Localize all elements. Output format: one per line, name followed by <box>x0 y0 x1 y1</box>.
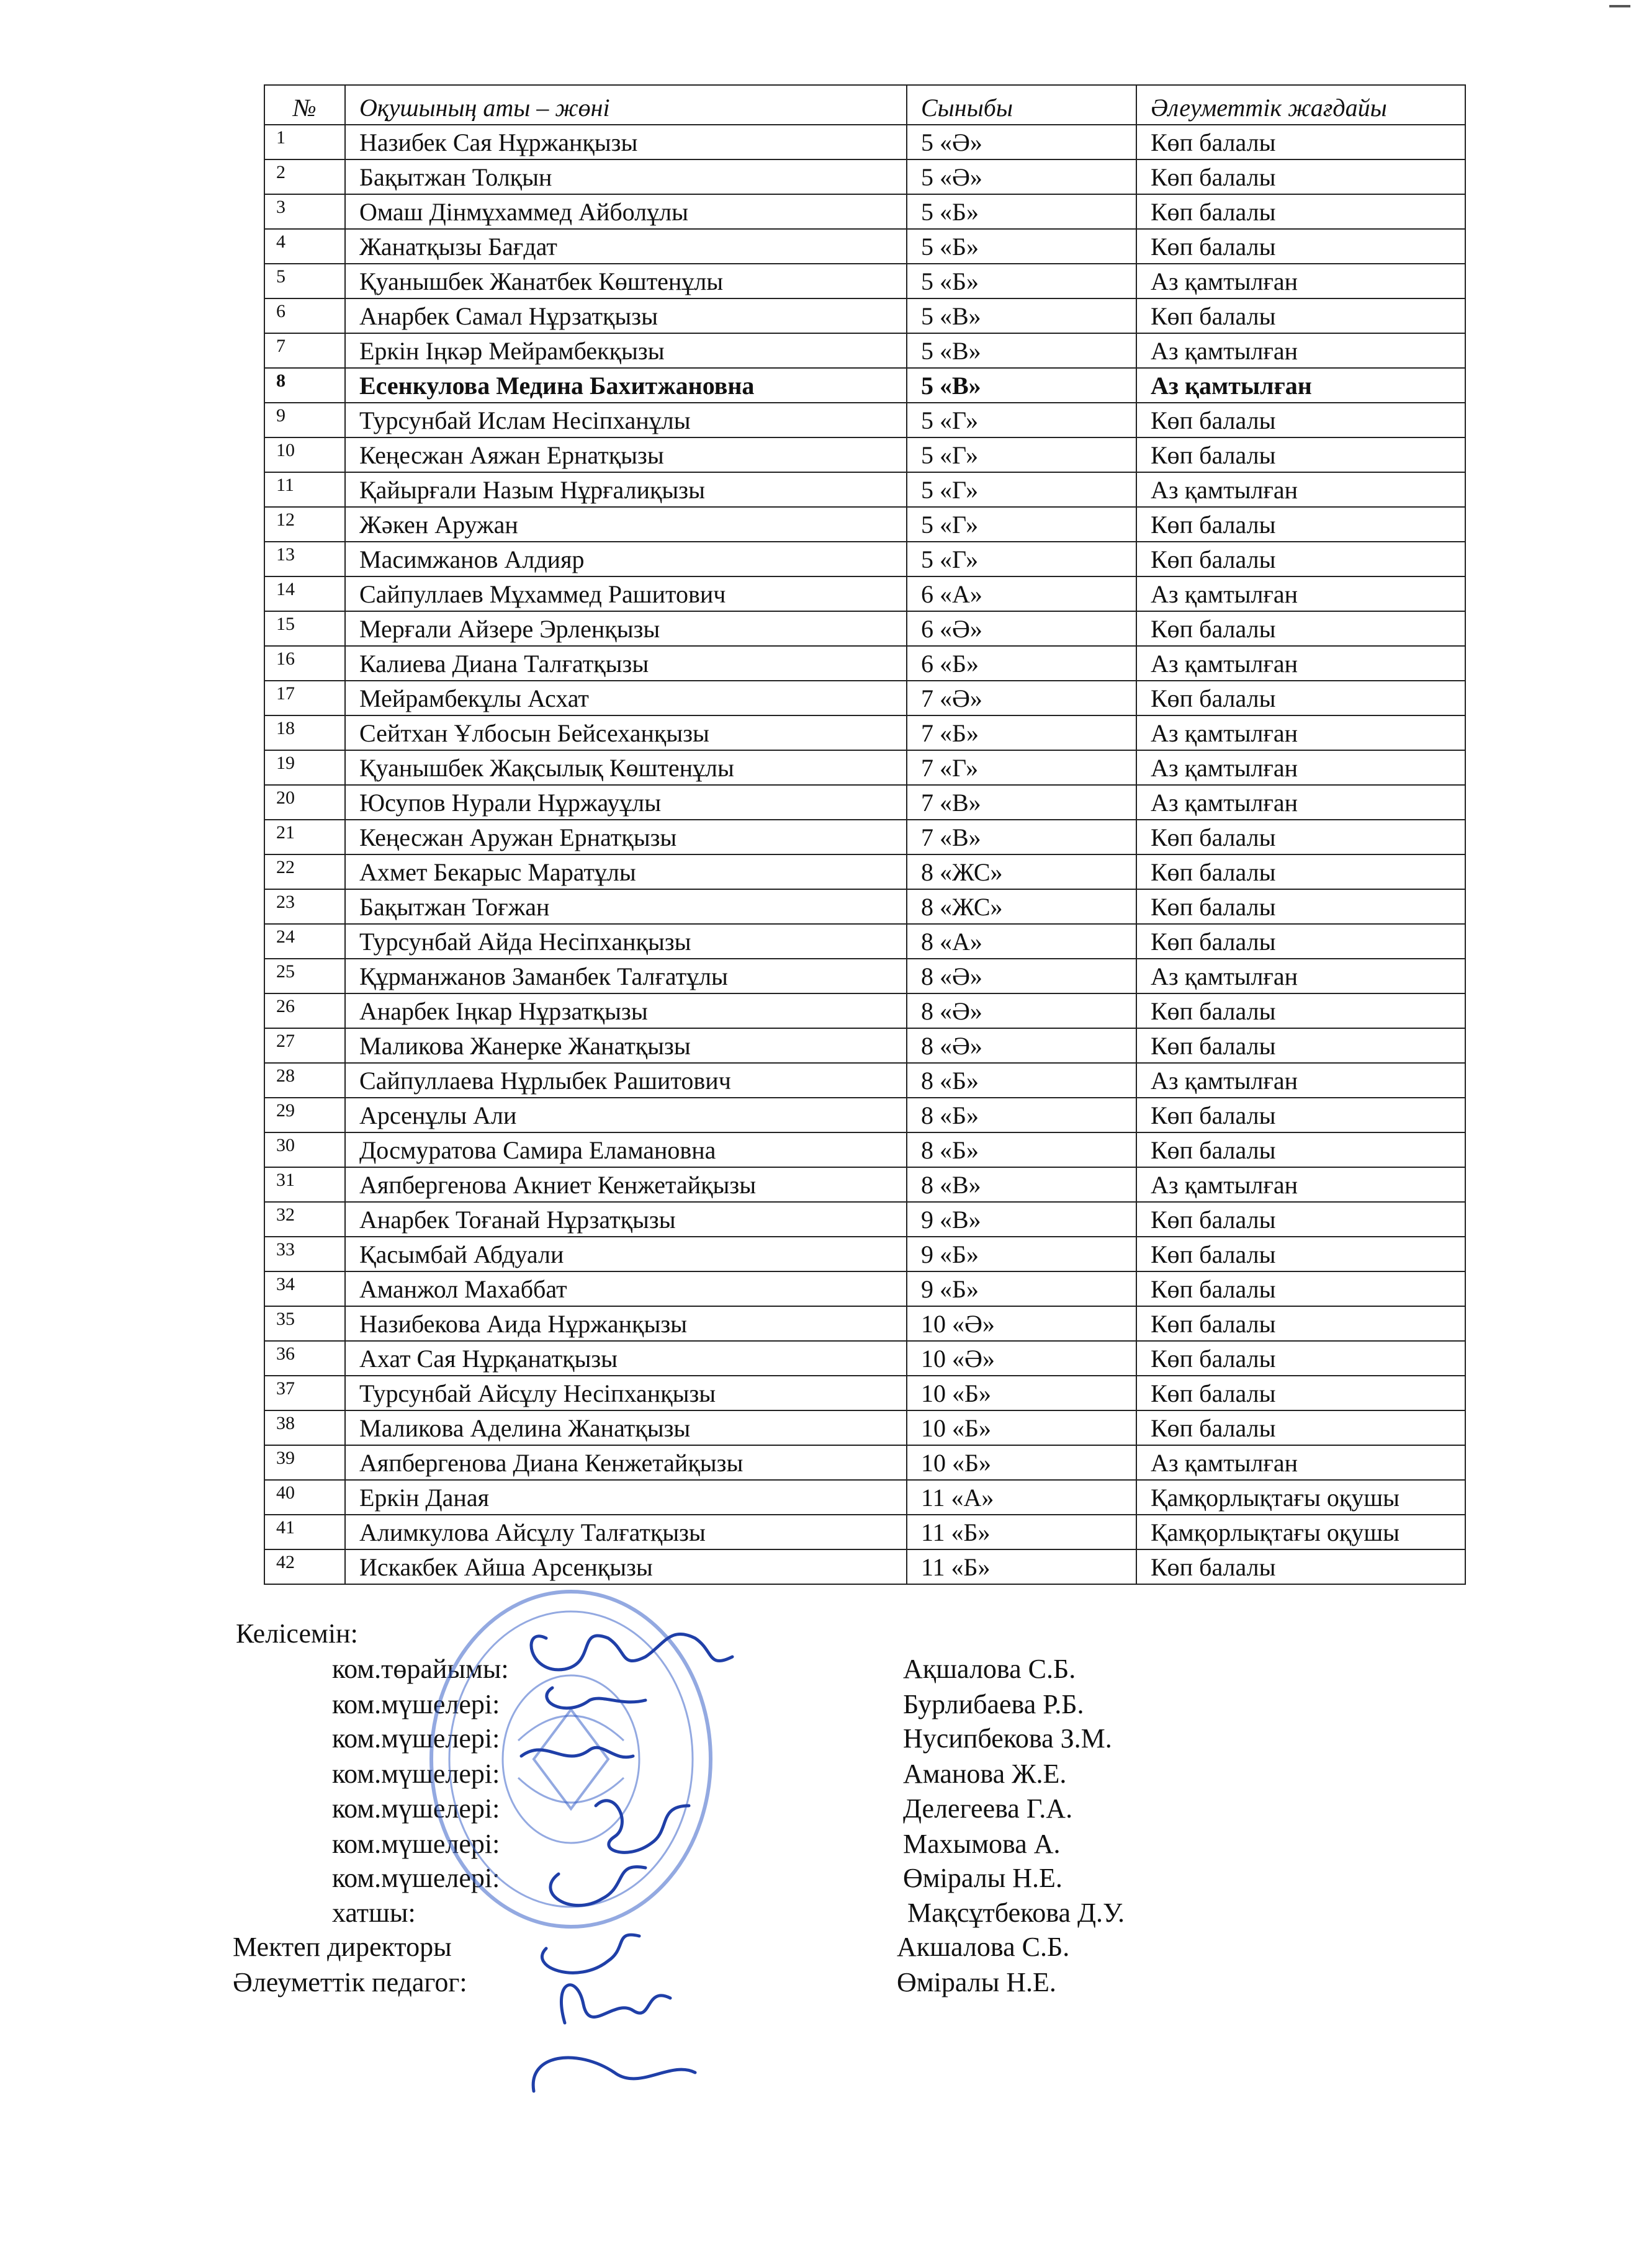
student-class: 5 «Б» <box>907 229 1136 264</box>
student-name: Искакбек Айша Арсенқызы <box>345 1549 907 1584</box>
student-name: Омаш Дінмұхаммед Айболұлы <box>345 194 907 229</box>
student-class: 5 «В» <box>907 298 1136 333</box>
student-class: 5 «В» <box>907 333 1136 368</box>
student-class: 9 «В» <box>907 1202 1136 1237</box>
student-name: Есенкулова Медина Бахитжановна <box>345 368 907 403</box>
table-row <box>264 333 1465 368</box>
row-number: 17 <box>264 681 345 715</box>
student-name: Сайпуллаева Нұрлыбек Рашитович <box>345 1063 907 1098</box>
student-class: 5 «Б» <box>907 194 1136 229</box>
committee-role: хатшы: <box>332 1898 416 1928</box>
student-class: 8 «ЖС» <box>907 889 1136 924</box>
social-status: Көп балалы <box>1136 681 1465 715</box>
student-name: Арсенұлы Али <box>345 1098 907 1132</box>
student-class: 5 «Ә» <box>907 159 1136 194</box>
row-number: 2 <box>264 159 345 194</box>
table-row <box>264 785 1465 820</box>
social-status: Көп балалы <box>1136 1306 1465 1341</box>
committee-role: ком.мүшелері: <box>332 1723 500 1754</box>
social-status: Көп балалы <box>1136 542 1465 576</box>
table-row <box>264 264 1465 298</box>
committee-member-name: Бурлибаева Р.Б. <box>903 1689 1084 1719</box>
student-class: 8 «В» <box>907 1167 1136 1202</box>
student-name: Ахат Сая Нұрқанатқызы <box>345 1341 907 1376</box>
student-name: Қасымбай Абдуали <box>345 1237 907 1271</box>
student-name: Маликова Жанерке Жанатқызы <box>345 1028 907 1063</box>
social-status: Көп балалы <box>1136 993 1465 1028</box>
student-class: 8 «ЖС» <box>907 854 1136 889</box>
director-role: Мектеп директоры <box>233 1932 452 1962</box>
row-number: 25 <box>264 959 345 993</box>
row-number: 15 <box>264 611 345 646</box>
table-row <box>264 1376 1465 1410</box>
social-status: Көп балалы <box>1136 889 1465 924</box>
student-class: 5 «Г» <box>907 437 1136 472</box>
social-status: Көп балалы <box>1136 1549 1465 1584</box>
row-number: 41 <box>264 1515 345 1549</box>
row-number: 33 <box>264 1237 345 1271</box>
student-name: Қуанышбек Жақсылық Көштенұлы <box>345 750 907 785</box>
social-status: Аз қамтылған <box>1136 750 1465 785</box>
social-status: Көп балалы <box>1136 1410 1465 1445</box>
row-number: 8 <box>264 368 345 403</box>
table-row <box>264 1445 1465 1480</box>
social-status: Аз қамтылған <box>1136 646 1465 681</box>
student-class: 5 «В» <box>907 368 1136 403</box>
table-row <box>264 576 1465 611</box>
committee-role: ком.мүшелері: <box>332 1829 500 1859</box>
table-row <box>264 159 1465 194</box>
table-row <box>264 298 1465 333</box>
social-status: Көп балалы <box>1136 125 1465 159</box>
student-name: Жанатқызы Бағдат <box>345 229 907 264</box>
social-status: Көп балалы <box>1136 437 1465 472</box>
student-name: Анарбек Самал Нұрзатқызы <box>345 298 907 333</box>
student-class: 5 «Г» <box>907 507 1136 542</box>
social-status: Көп балалы <box>1136 924 1465 959</box>
row-number: 28 <box>264 1063 345 1098</box>
row-number: 5 <box>264 264 345 298</box>
social-status: Аз қамтылған <box>1136 368 1465 403</box>
student-name: Турсунбай Ислам Несіпханұлы <box>345 403 907 437</box>
table-row <box>264 437 1465 472</box>
student-class: 8 «Б» <box>907 1063 1136 1098</box>
committee-member-name: Нусипбекова З.М. <box>903 1723 1112 1754</box>
social-status: Аз қамтылған <box>1136 1063 1465 1098</box>
table-row <box>264 125 1465 159</box>
row-number: 9 <box>264 403 345 437</box>
row-number: 32 <box>264 1202 345 1237</box>
table-row <box>264 1202 1465 1237</box>
social-status: Көп балалы <box>1136 1237 1465 1271</box>
header-class: Сыныбы <box>907 85 1136 125</box>
student-name: Қайырғали Назым Нұрғалиқызы <box>345 472 907 507</box>
table-row <box>264 750 1465 785</box>
student-name: Жәкен Аружан <box>345 507 907 542</box>
student-name: Аманжол Махаббат <box>345 1271 907 1306</box>
committee-role: ком.мүшелері: <box>332 1863 500 1893</box>
student-class: 8 «Ә» <box>907 959 1136 993</box>
student-name: Еркін Іңкәр Мейрамбекқызы <box>345 333 907 368</box>
row-number: 24 <box>264 924 345 959</box>
student-class: 5 «Г» <box>907 403 1136 437</box>
committee-member-name: Өміралы Н.Е. <box>903 1863 1063 1893</box>
student-name: Кеңесжан Аяжан Ернатқызы <box>345 437 907 472</box>
committee-role: ком.мүшелері: <box>332 1793 500 1824</box>
table-row <box>264 1167 1465 1202</box>
student-name: Маликова Аделина Жанатқызы <box>345 1410 907 1445</box>
student-name: Аяпбергенова Диана Кенжетайқызы <box>345 1445 907 1480</box>
table-row <box>264 681 1465 715</box>
table-row <box>264 1098 1465 1132</box>
social-status: Аз қамтылған <box>1136 264 1465 298</box>
social-status: Қамқорлықтағы оқушы <box>1136 1515 1465 1549</box>
row-number: 36 <box>264 1341 345 1376</box>
row-number: 16 <box>264 646 345 681</box>
row-number: 22 <box>264 854 345 889</box>
table-row <box>264 1237 1465 1271</box>
row-number: 31 <box>264 1167 345 1202</box>
student-name: Масимжанов Алдияр <box>345 542 907 576</box>
row-number: 42 <box>264 1549 345 1584</box>
social-status: Аз қамтылған <box>1136 715 1465 750</box>
student-name: Назибек Сая Нұржанқызы <box>345 125 907 159</box>
committee-member-name: Махымова А. <box>903 1829 1061 1859</box>
social-status: Көп балалы <box>1136 611 1465 646</box>
table-row <box>264 1306 1465 1341</box>
table-row <box>264 1271 1465 1306</box>
table-row <box>264 1515 1465 1549</box>
table-row <box>264 820 1465 854</box>
table-row <box>264 368 1465 403</box>
social-status: Аз қамтылған <box>1136 1445 1465 1480</box>
row-number: 35 <box>264 1306 345 1341</box>
table-row <box>264 542 1465 576</box>
table-row <box>264 1028 1465 1063</box>
student-name: Турсунбай Айда Несіпханқызы <box>345 924 907 959</box>
student-class: 7 «Б» <box>907 715 1136 750</box>
student-class: 8 «Ә» <box>907 993 1136 1028</box>
committee-role: ком.төрайымы: <box>332 1654 509 1684</box>
table-row <box>264 1063 1465 1098</box>
table-row <box>264 1341 1465 1376</box>
pedagog-name: Өміралы Н.Е. <box>897 1967 1056 1997</box>
student-name: Аяпбергенова Акниет Кенжетайқызы <box>345 1167 907 1202</box>
row-number: 29 <box>264 1098 345 1132</box>
table-row <box>264 611 1465 646</box>
table-row <box>264 993 1465 1028</box>
student-class: 5 «Ә» <box>907 125 1136 159</box>
student-class: 10 «Б» <box>907 1445 1136 1480</box>
row-number: 12 <box>264 507 345 542</box>
row-number: 40 <box>264 1480 345 1515</box>
table-row <box>264 1480 1465 1515</box>
student-class: 9 «Б» <box>907 1237 1136 1271</box>
student-name: Құрманжанов Заманбек Талғатұлы <box>345 959 907 993</box>
student-name: Қуанышбек Жанатбек Көштенұлы <box>345 264 907 298</box>
student-class: 11 «А» <box>907 1480 1136 1515</box>
table-row <box>264 403 1465 437</box>
table-row <box>264 194 1465 229</box>
student-class: 8 «Ә» <box>907 1028 1136 1063</box>
student-class: 7 «Ә» <box>907 681 1136 715</box>
social-status: Көп балалы <box>1136 298 1465 333</box>
table-row <box>264 646 1465 681</box>
student-class: 8 «Б» <box>907 1098 1136 1132</box>
row-number: 19 <box>264 750 345 785</box>
student-class: 10 «Б» <box>907 1376 1136 1410</box>
table-row <box>264 959 1465 993</box>
student-class: 9 «Б» <box>907 1271 1136 1306</box>
social-status: Көп балалы <box>1136 1341 1465 1376</box>
row-number: 38 <box>264 1410 345 1445</box>
row-number: 6 <box>264 298 345 333</box>
student-class: 5 «Б» <box>907 264 1136 298</box>
table-row <box>264 715 1465 750</box>
row-number: 4 <box>264 229 345 264</box>
row-number: 39 <box>264 1445 345 1480</box>
committee-member-name: Ақшалова С.Б. <box>903 1654 1076 1684</box>
student-name: Калиева Диана Талғатқызы <box>345 646 907 681</box>
social-status: Көп балалы <box>1136 1202 1465 1237</box>
agreed-label: Келісемін: <box>236 1618 358 1649</box>
social-status: Аз қамтылған <box>1136 333 1465 368</box>
row-number: 30 <box>264 1132 345 1167</box>
student-name: Бақытжан Толқын <box>345 159 907 194</box>
header-status: Әлеуметтік жағдайы <box>1136 85 1465 125</box>
social-status: Көп балалы <box>1136 194 1465 229</box>
student-class: 5 «Г» <box>907 542 1136 576</box>
student-class: 8 «А» <box>907 924 1136 959</box>
row-number: 27 <box>264 1028 345 1063</box>
signatures <box>509 1601 856 2110</box>
student-class: 10 «Б» <box>907 1410 1136 1445</box>
committee-role: ком.мүшелері: <box>332 1759 500 1789</box>
social-status: Аз қамтылған <box>1136 1167 1465 1202</box>
student-class: 10 «Ә» <box>907 1341 1136 1376</box>
table-row <box>264 507 1465 542</box>
student-name: Ахмет Бекарыс Маратұлы <box>345 854 907 889</box>
header-name: Оқушының аты – жөні <box>345 85 907 125</box>
student-class: 11 «Б» <box>907 1549 1136 1584</box>
student-class: 5 «Г» <box>907 472 1136 507</box>
social-status: Аз қамтылған <box>1136 576 1465 611</box>
student-name: Алимкулова Айсұлу Талғатқызы <box>345 1515 907 1549</box>
row-number: 21 <box>264 820 345 854</box>
table-row <box>264 854 1465 889</box>
pedagog-role: Әлеуметтік педагог: <box>233 1967 467 1997</box>
student-name: Сайпуллаев Мұхаммед Рашитович <box>345 576 907 611</box>
committee-member-name: Делегеева Г.А. <box>903 1793 1073 1824</box>
table-row <box>264 1549 1465 1584</box>
student-name: Бақытжан Тоғжан <box>345 889 907 924</box>
row-number: 20 <box>264 785 345 820</box>
student-class: 7 «Г» <box>907 750 1136 785</box>
student-class: 7 «В» <box>907 820 1136 854</box>
committee-member-name: Аманова Ж.Е. <box>903 1759 1067 1789</box>
row-number: 37 <box>264 1376 345 1410</box>
social-status: Көп балалы <box>1136 403 1465 437</box>
student-name: Анарбек Іңкар Нұрзатқызы <box>345 993 907 1028</box>
student-name: Мейрамбекұлы Асхат <box>345 681 907 715</box>
table-row <box>264 472 1465 507</box>
table-row <box>264 924 1465 959</box>
table-row <box>264 1132 1465 1167</box>
social-status: Көп балалы <box>1136 1098 1465 1132</box>
social-status: Көп балалы <box>1136 159 1465 194</box>
row-number: 18 <box>264 715 345 750</box>
student-class: 6 «А» <box>907 576 1136 611</box>
header-number: № <box>264 85 345 125</box>
social-status: Аз қамтылған <box>1136 785 1465 820</box>
social-status: Көп балалы <box>1136 1132 1465 1167</box>
social-status: Аз қамтылған <box>1136 959 1465 993</box>
student-name: Мерғали Айзере Эрленқызы <box>345 611 907 646</box>
student-name: Сейтхан Ұлбосын Бейсеханқызы <box>345 715 907 750</box>
social-status: Көп балалы <box>1136 854 1465 889</box>
row-number: 10 <box>264 437 345 472</box>
row-number: 14 <box>264 576 345 611</box>
row-number: 13 <box>264 542 345 576</box>
scan-mark <box>1609 5 1630 7</box>
row-number: 34 <box>264 1271 345 1306</box>
committee-role: ком.мүшелері: <box>332 1689 500 1719</box>
committee-member-name: Мақсұтбекова Д.У. <box>907 1898 1125 1928</box>
students-table <box>264 84 1466 1585</box>
row-number: 23 <box>264 889 345 924</box>
student-class: 10 «Ә» <box>907 1306 1136 1341</box>
row-number: 7 <box>264 333 345 368</box>
row-number: 1 <box>264 125 345 159</box>
row-number: 3 <box>264 194 345 229</box>
social-status: Қамқорлықтағы оқушы <box>1136 1480 1465 1515</box>
director-name: Акшалова С.Б. <box>897 1932 1070 1962</box>
student-class: 8 «Б» <box>907 1132 1136 1167</box>
student-name: Еркін Даная <box>345 1480 907 1515</box>
table-row <box>264 229 1465 264</box>
table-row <box>264 889 1465 924</box>
student-class: 11 «Б» <box>907 1515 1136 1549</box>
social-status: Көп балалы <box>1136 820 1465 854</box>
social-status: Көп балалы <box>1136 1271 1465 1306</box>
student-class: 6 «Б» <box>907 646 1136 681</box>
student-class: 6 «Ә» <box>907 611 1136 646</box>
social-status: Көп балалы <box>1136 1376 1465 1410</box>
table-row <box>264 1410 1465 1445</box>
row-number: 11 <box>264 472 345 507</box>
student-name: Досмуратова Самира Еламановна <box>345 1132 907 1167</box>
student-name: Кеңесжан Аружан Ернатқызы <box>345 820 907 854</box>
table-header-row <box>264 85 1465 125</box>
row-number: 26 <box>264 993 345 1028</box>
student-class: 7 «В» <box>907 785 1136 820</box>
student-name: Назибекова Аида Нұржанқызы <box>345 1306 907 1341</box>
social-status: Аз қамтылған <box>1136 472 1465 507</box>
social-status: Көп балалы <box>1136 507 1465 542</box>
social-status: Көп балалы <box>1136 1028 1465 1063</box>
student-name: Юсупов Нурали Нұржауұлы <box>345 785 907 820</box>
social-status: Көп балалы <box>1136 229 1465 264</box>
student-name: Анарбек Тоғанай Нұрзатқызы <box>345 1202 907 1237</box>
student-name: Турсунбай Айсұлу Несіпханқызы <box>345 1376 907 1410</box>
